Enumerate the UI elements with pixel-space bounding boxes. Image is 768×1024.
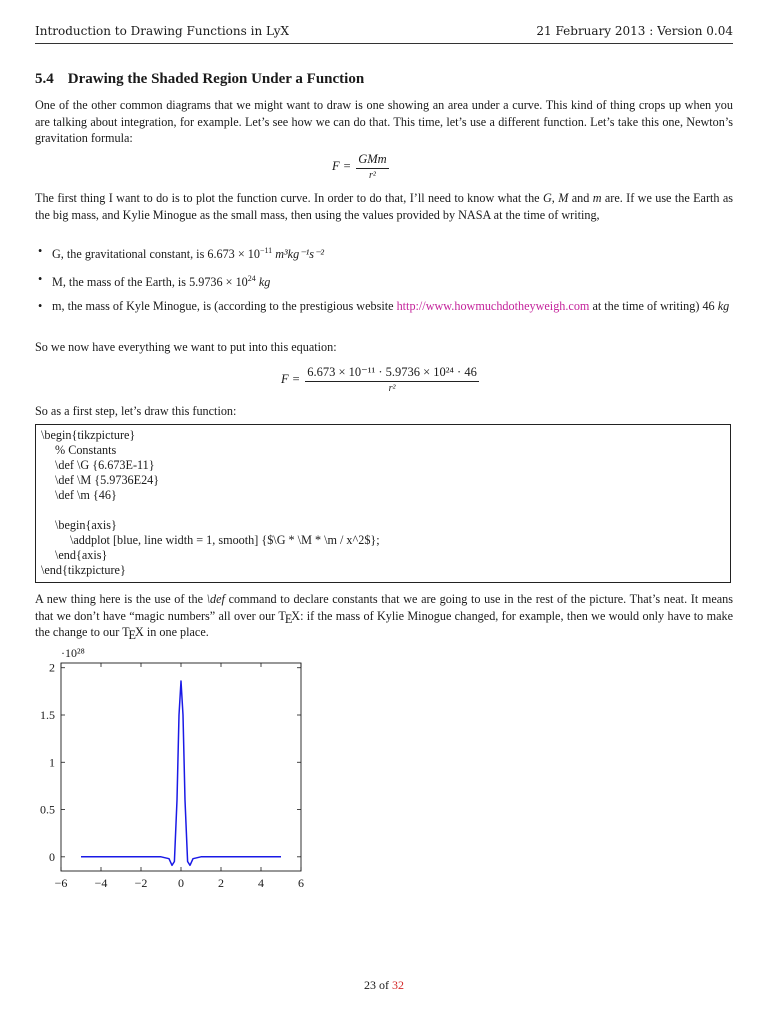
section-number: 5.4 bbox=[35, 71, 54, 87]
tex-logo: TEX bbox=[278, 608, 301, 626]
code-line: \def \M {5.9736E24} bbox=[55, 473, 160, 487]
code-line: \end{axis} bbox=[55, 548, 108, 562]
x-tick-label: 4 bbox=[258, 876, 264, 890]
x-tick-label: 6 bbox=[298, 876, 304, 890]
equation-numerator: 6.673 × 10⁻¹¹ · 5.9736 × 10²⁴ · 46 bbox=[305, 364, 479, 382]
code-line: \def \m {46} bbox=[55, 488, 117, 502]
series-line bbox=[81, 681, 281, 865]
page-number: 23 bbox=[364, 978, 376, 992]
y-tick-label: 1.5 bbox=[40, 708, 55, 722]
equation-fraction bbox=[305, 364, 479, 394]
x-tick-label: 2 bbox=[218, 876, 224, 890]
header-date-version: 21 February 2013 : Version 0.04 bbox=[536, 24, 733, 38]
var-m-upper: M bbox=[558, 191, 569, 205]
page-footer: 23 of 32 bbox=[364, 978, 404, 992]
intro-paragraph: One of the other common diagrams that we might want to draw is one showing an area under a curve. This kind of thing crops up when you are talking about integration, for example. Let’s see how we can do that. This time, let’s use a different function. Let’s take this one, Newton’s gravitation formula: bbox=[35, 98, 733, 145]
code-line: % Constants bbox=[55, 443, 117, 457]
code-line: \addplot [blue, line width = 1, smooth] {$\G * \M * \m / x^2$}; bbox=[70, 533, 380, 547]
code-line: \begin{axis} bbox=[55, 518, 117, 532]
new-thing-paragraph: A new thing here is the use of the \def command to declare constants that we are going to use in the rest of the picture. That’s neat. It means that we don’t have “magic numbers” all over our TEX: if the mass of Kylie Minogue changed, for example, then we would only have to make the change to our TEX in one place. bbox=[35, 592, 734, 642]
tex-logo: TEX bbox=[122, 625, 144, 642]
list-item: • m, the mass of Kyle Minogue, is (according to the prestigious website http://www.howmuchdotheyweigh.com at the time of writing) 46 kg bbox=[35, 298, 733, 315]
equation-numerator: GMm bbox=[356, 152, 388, 169]
newton-equation bbox=[332, 152, 389, 181]
equation-lhs: F = bbox=[281, 371, 301, 386]
code-listing bbox=[35, 424, 731, 583]
weight-website-link[interactable]: http://www.howmuchdotheyweigh.com bbox=[396, 299, 590, 314]
x-tick-label: −4 bbox=[94, 876, 108, 890]
equation-lhs: F = bbox=[332, 159, 352, 173]
gravitation-plot bbox=[25, 643, 325, 893]
plot-frame bbox=[61, 663, 301, 871]
first-step-paragraph: So as a first step, let’s draw this function: bbox=[35, 404, 237, 418]
code-line: \def \G {6.673E-11} bbox=[55, 458, 155, 472]
plot-intro-paragraph bbox=[35, 190, 733, 223]
var-sep-1: , bbox=[551, 191, 559, 205]
numeric-equation bbox=[281, 364, 479, 394]
y-tick-label: 2 bbox=[49, 660, 55, 675]
y-tick-label: 1 bbox=[49, 755, 55, 770]
y-tick-label: 0 bbox=[49, 849, 55, 864]
plot-intro-text-b: are. If we use the Earth as the big mass, and Kylie Minogue as the small mass, then using the values provided by NASA at the time of writing, bbox=[35, 191, 734, 222]
list-item: • G, the gravitational constant, is $6.673 \times 10^{-11}$ m³kg⁻¹s⁻² bbox=[35, 243, 733, 263]
header-title: Introduction to Drawing Functions in LyX bbox=[35, 24, 290, 38]
var-m-lower: m bbox=[592, 191, 602, 205]
constants-list bbox=[35, 243, 733, 323]
total-pages-link[interactable]: 32 bbox=[392, 978, 404, 992]
x-tick-label: 0 bbox=[178, 876, 184, 890]
everything-paragraph: So we now have everything we want to put into this equation: bbox=[35, 340, 337, 354]
y-multiplier-label: ·10²⁸ bbox=[61, 646, 85, 660]
var-sep-2: and bbox=[568, 191, 593, 205]
code-line: \begin{tikzpicture} bbox=[41, 428, 136, 442]
running-header bbox=[35, 24, 733, 40]
def-word: \def bbox=[206, 592, 225, 606]
header-rule bbox=[35, 43, 733, 44]
section-heading bbox=[35, 71, 364, 88]
axis-ticks bbox=[40, 661, 304, 890]
equation-fraction bbox=[356, 152, 388, 181]
x-tick-label: −2 bbox=[134, 876, 148, 890]
equation-denominator: r² bbox=[388, 383, 396, 394]
list-item: • M, the mass of the Earth, is $5.9736 \times 10^{24}$ kg bbox=[35, 271, 733, 291]
equation-denominator: r² bbox=[368, 170, 376, 181]
y-tick-label: 0.5 bbox=[40, 802, 55, 817]
plot-intro-text-a: The first thing I want to do is to plot the function curve. In order to do that, I’ll need to know what the bbox=[35, 191, 543, 205]
var-g: G bbox=[542, 191, 552, 205]
x-tick-label: −6 bbox=[54, 876, 68, 890]
section-title: Drawing the Shaded Region Under a Function bbox=[67, 71, 365, 87]
code-line: \end{tikzpicture} bbox=[41, 563, 126, 577]
